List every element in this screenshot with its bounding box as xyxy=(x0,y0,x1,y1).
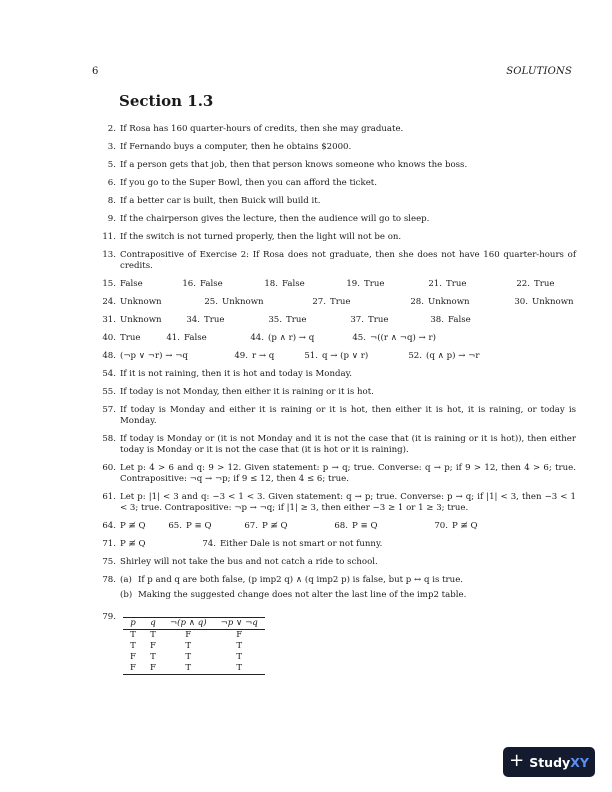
answer-value: r → q xyxy=(252,351,275,361)
truth-table-cell: F xyxy=(143,663,163,675)
answer-cell xyxy=(172,279,254,290)
answer-cell xyxy=(418,279,506,290)
truth-table-row xyxy=(123,663,265,675)
item-text: If it is not raining, then it is hot and today is Monday. xyxy=(120,369,353,379)
item-78-part-b xyxy=(120,590,576,601)
answer-value: P ≢ Q xyxy=(120,539,146,549)
answer-number: 21. xyxy=(428,279,442,289)
part-label: (a) xyxy=(120,575,132,585)
answer-number: 70. xyxy=(434,521,448,531)
answer-value: True xyxy=(286,315,307,325)
item-number: 11. xyxy=(102,232,116,242)
truth-table-cell: T xyxy=(130,641,136,651)
answer-row-1 xyxy=(92,279,576,290)
part-label: (b) xyxy=(120,590,133,600)
answer-cell xyxy=(240,333,342,344)
solutions-content xyxy=(92,124,576,682)
answer-number: 68. xyxy=(334,521,348,531)
truth-table-cell: T xyxy=(185,641,192,651)
item-number: 9. xyxy=(107,214,116,224)
answer-cell xyxy=(92,521,158,532)
answer-cell xyxy=(92,279,172,290)
truth-table-cell: T xyxy=(150,652,156,662)
answer-cell xyxy=(192,539,492,550)
item-number: 2. xyxy=(107,124,116,134)
item-number: 8. xyxy=(107,196,116,206)
item-number: 55. xyxy=(102,387,116,397)
answer-number: 19. xyxy=(346,279,360,289)
answer-value: P ≢ Q xyxy=(120,521,146,531)
item-text: Let p: 4 > 6 and q: 9 > 12. Given statement: p → q; true. Converse: q → p; if 9 > 12, then 4 > 6; true. Contrapositive: ¬q → ¬p; if 9 ≤ 12, then 4 ≤ 6; true. xyxy=(120,463,576,484)
truth-table-row xyxy=(123,630,265,642)
truth-table-cell: F xyxy=(123,663,143,675)
item-text: Let p: |1| < 3 and q: −3 < 1 < 3. Given statement: q → p; true. Converse: p → q; if |1| < 3, then −3 < 1 < 3; true. Contrapositive: ¬p → ¬q; if |1| ≥ 3, then either −3 ≥ 1 or 1 ≥ 3; true. xyxy=(120,492,576,513)
item-78-parts xyxy=(120,575,576,605)
answer-row-5 xyxy=(92,351,576,362)
answer-value: Unknown xyxy=(120,315,162,325)
answer-row-6 xyxy=(92,521,576,532)
answer-number: 16. xyxy=(182,279,196,289)
answer-row-3 xyxy=(92,315,576,326)
studyxy-logo[interactable] xyxy=(503,747,595,777)
solution-item xyxy=(92,463,576,485)
solution-item xyxy=(92,160,576,171)
solution-item xyxy=(92,250,576,272)
answer-number: 22. xyxy=(516,279,530,289)
item-text: If you go to the Super Bowl, then you can afford the ticket. xyxy=(120,178,377,188)
solution-item xyxy=(92,124,576,135)
answer-number: 18. xyxy=(264,279,278,289)
item-number: 13. xyxy=(102,250,116,260)
item-text: If today is Monday or (it is not Monday and it is not the case that (it is raining or it is hot)), then either today is Monday or it is not the case that (it is hot or it is raining). xyxy=(120,434,576,455)
answer-value: (¬p ∨ ¬r) → ¬q xyxy=(120,351,188,361)
item-78-part-a xyxy=(120,575,576,586)
truth-table-header-cell: q xyxy=(143,618,163,630)
running-head: SOLUTIONS xyxy=(506,66,572,77)
answer-cell xyxy=(92,297,194,308)
answer-cell xyxy=(158,521,234,532)
answer-cell xyxy=(92,315,176,326)
answer-number: 38. xyxy=(430,315,444,325)
answer-number: 71. xyxy=(102,539,116,549)
answer-value: P ≡ Q xyxy=(186,521,212,531)
solution-list-a xyxy=(92,124,576,272)
truth-table-row xyxy=(123,652,265,663)
item-number: 78. xyxy=(102,575,116,585)
answer-value: P ≡ Q xyxy=(352,521,378,531)
page-number: 6 xyxy=(92,66,99,77)
answer-cell xyxy=(92,539,192,550)
item-number: 6. xyxy=(107,178,116,188)
solution-item xyxy=(92,196,576,207)
answer-number: 51. xyxy=(304,351,318,361)
solution-item xyxy=(92,387,576,398)
solution-list-b xyxy=(92,369,576,514)
answer-number: 15. xyxy=(102,279,116,289)
answer-value: True xyxy=(446,279,467,289)
answer-value: (q ∧ p) → ¬r xyxy=(426,351,480,361)
item-text: If Fernando buys a computer, then he obtains $2000. xyxy=(120,142,352,152)
truth-table-cell: T xyxy=(130,630,136,640)
answer-row-4 xyxy=(92,333,576,344)
item-text: If a better car is built, then Buick will build it. xyxy=(120,196,321,206)
answer-number: 30. xyxy=(514,297,528,307)
answer-number: 45. xyxy=(352,333,366,343)
truth-table-cell: T xyxy=(236,641,243,651)
part-text: If p and q are both false, (p imp2 q) ∧ (q imp2 p) is false, but p ↔ q is true. xyxy=(138,575,464,585)
answer-value: ¬((r ∧ ¬q) → r) xyxy=(370,333,436,343)
solution-item xyxy=(92,142,576,153)
truth-table-header-cell: ¬p ∨ ¬q xyxy=(214,618,265,630)
answer-cell xyxy=(92,351,224,362)
answer-number: 67. xyxy=(244,521,258,531)
item-number: 75. xyxy=(102,557,116,567)
answer-cell xyxy=(336,279,418,290)
answer-cell xyxy=(224,351,294,362)
truth-table-header-cell: p xyxy=(123,618,143,630)
item-text: If today is not Monday, then either it is raining or it is hot. xyxy=(120,387,374,397)
answer-cell xyxy=(254,279,336,290)
answer-value: P ≢ Q xyxy=(262,521,288,531)
answer-number: 41. xyxy=(166,333,180,343)
answer-cell xyxy=(398,351,548,362)
truth-table-header-cell: ¬(p ∧ q) xyxy=(163,618,214,630)
answer-cell xyxy=(234,521,324,532)
solution-item xyxy=(92,232,576,243)
solution-item xyxy=(92,434,576,456)
item-number: 57. xyxy=(102,405,116,415)
solution-item-78 xyxy=(92,575,576,605)
item-text: If the chairperson gives the lecture, then the audience will go to sleep. xyxy=(120,214,430,224)
answer-number: 49. xyxy=(234,351,248,361)
answer-number: 35. xyxy=(268,315,282,325)
answer-cell xyxy=(340,315,420,326)
answer-number: 65. xyxy=(168,521,182,531)
answer-number: 37. xyxy=(350,315,364,325)
item-number: 60. xyxy=(102,463,116,473)
truth-table-cell: F xyxy=(185,630,192,640)
answer-value: False xyxy=(184,333,207,343)
answer-number: 34. xyxy=(186,315,200,325)
answer-cell xyxy=(420,315,510,326)
answer-value: q → (p ∨ r) xyxy=(322,351,369,361)
truth-table xyxy=(123,617,265,675)
item-text: If a person gets that job, then that person knows someone who knows the boss. xyxy=(120,160,468,170)
solution-item xyxy=(92,178,576,189)
answer-cell xyxy=(194,297,302,308)
solution-item xyxy=(92,492,576,514)
answer-cell xyxy=(302,297,400,308)
solution-item xyxy=(92,369,576,380)
answer-row-2 xyxy=(92,297,576,308)
item-text: If today is Monday and either it is raining or it is hot, then either it is hot, it is raining, or today is Monday. xyxy=(120,405,576,426)
item-number: 5. xyxy=(107,160,116,170)
answer-value: Unknown xyxy=(222,297,264,307)
answer-value: (p ∧ r) → q xyxy=(268,333,315,343)
answer-value: Either Dale is not smart or not funny. xyxy=(220,539,383,549)
item-number: 54. xyxy=(102,369,116,379)
answer-number: 40. xyxy=(102,333,116,343)
answer-number: 24. xyxy=(102,297,116,307)
truth-table-header xyxy=(123,618,265,630)
answer-number: 25. xyxy=(204,297,218,307)
item-number: 58. xyxy=(102,434,116,444)
truth-table-body xyxy=(123,630,265,675)
answer-cell xyxy=(176,315,258,326)
answer-value: False xyxy=(282,279,305,289)
truth-table-cell: T xyxy=(150,630,156,640)
truth-table-cell: F xyxy=(149,641,156,651)
truth-table-cell: F xyxy=(130,652,136,662)
answer-cell xyxy=(504,297,576,308)
truth-table-cell: T xyxy=(214,663,265,675)
answer-cell xyxy=(294,351,398,362)
solution-item xyxy=(92,405,576,427)
answer-value: False xyxy=(448,315,471,325)
answer-value: True xyxy=(534,279,555,289)
item-text: Contrapositive of Exercise 2: If Rosa does not graduate, then she does not have 160 quarter-hours of credits. xyxy=(120,250,576,271)
answer-number: 52. xyxy=(408,351,422,361)
answer-value: True xyxy=(368,315,389,325)
truth-table-cell: T xyxy=(236,652,243,662)
answer-number: 31. xyxy=(102,315,116,325)
answer-value: True xyxy=(120,333,141,343)
answer-number: 27. xyxy=(312,297,326,307)
truth-table-wrap xyxy=(120,612,265,675)
answer-value: True xyxy=(364,279,385,289)
answer-cell xyxy=(258,315,340,326)
section-title: Section 1.3 xyxy=(119,92,214,110)
truth-table-row xyxy=(123,641,265,652)
plus-icon: + xyxy=(509,750,525,771)
answer-number: 48. xyxy=(102,351,116,361)
item-text: Shirley will not take the bus and not catch a ride to school. xyxy=(120,557,378,567)
item-text: If the switch is not turned properly, then the light will not be on. xyxy=(120,232,402,242)
truth-table-cell: T xyxy=(163,663,214,675)
answer-cell xyxy=(400,297,504,308)
solution-item xyxy=(92,214,576,225)
answer-value: P ≢ Q xyxy=(452,521,478,531)
answer-cell xyxy=(92,333,156,344)
item-number: 3. xyxy=(107,142,116,152)
answer-value: True xyxy=(204,315,225,325)
solution-item-75 xyxy=(92,557,576,568)
answer-number: 28. xyxy=(410,297,424,307)
answer-number: 44. xyxy=(250,333,264,343)
item-number: 61. xyxy=(102,492,116,502)
item-number: 79. xyxy=(102,612,116,622)
answer-value: True xyxy=(330,297,351,307)
logo-text-study: Study xyxy=(529,754,571,770)
answer-cell xyxy=(324,521,424,532)
answer-row-7 xyxy=(92,539,576,550)
answer-value: Unknown xyxy=(532,297,574,307)
answer-value: False xyxy=(120,279,143,289)
logo-text-xy: XY xyxy=(570,754,589,770)
answer-cell xyxy=(156,333,240,344)
answer-cell xyxy=(342,333,542,344)
answer-number: 64. xyxy=(102,521,116,531)
answer-cell xyxy=(506,279,576,290)
answer-value: Unknown xyxy=(120,297,162,307)
part-text: Making the suggested change does not alter the last line of the imp2 table. xyxy=(138,590,467,600)
truth-table-cell: F xyxy=(236,630,243,640)
answer-number: 74. xyxy=(202,539,216,549)
logo-text xyxy=(529,755,589,770)
solution-item-79 xyxy=(92,612,576,675)
truth-table-cell: T xyxy=(185,652,192,662)
answer-cell xyxy=(424,521,504,532)
answer-value: Unknown xyxy=(428,297,470,307)
answer-value: False xyxy=(200,279,223,289)
item-text: If Rosa has 160 quarter-hours of credits, then she may graduate. xyxy=(120,124,404,134)
